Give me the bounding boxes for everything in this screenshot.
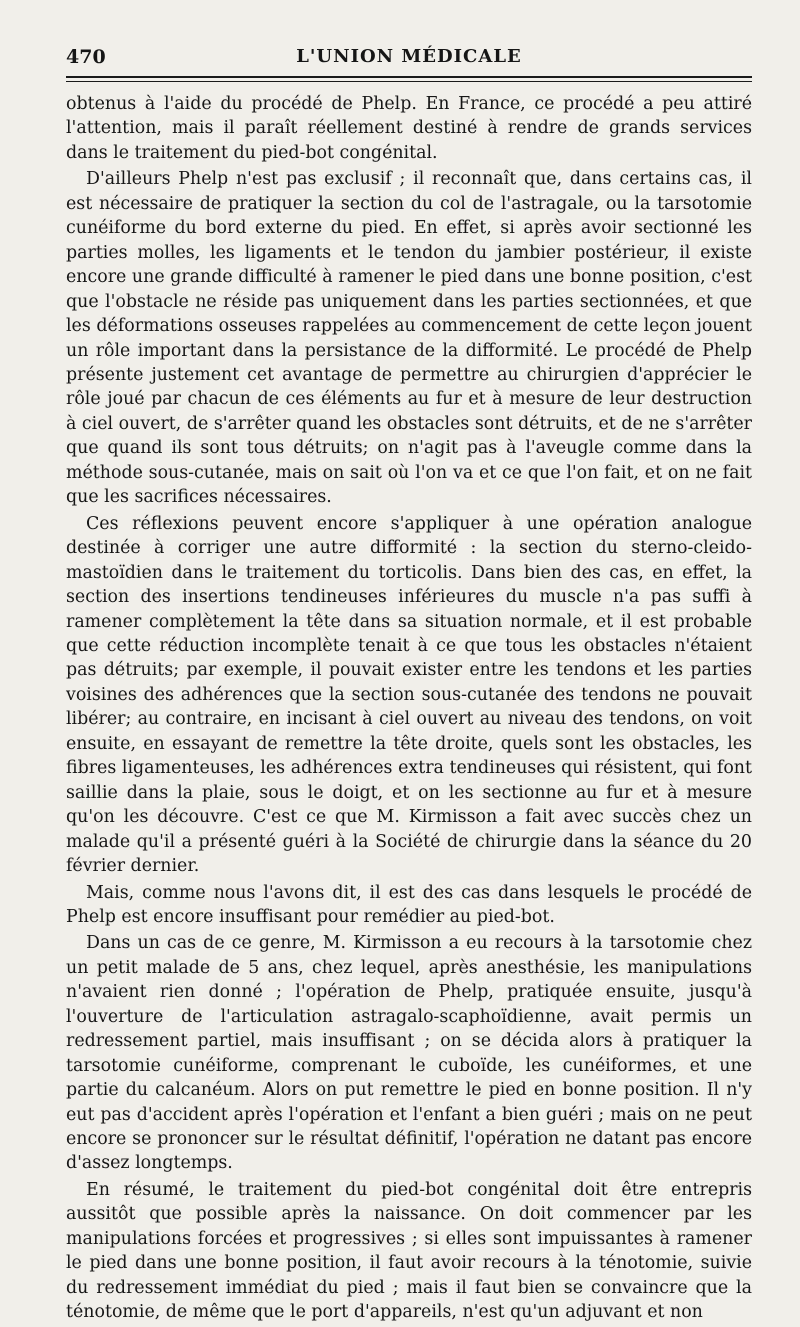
header-rule-thick — [66, 76, 752, 78]
article-body — [66, 92, 752, 1325]
paragraph: D'ailleurs Phelp n'est pas exclusif ; il reconnaît que, dans certains cas, il est nécessaire de pratiquer la section du col de l'astragale, ou la tarsotomie cunéiforme du bord externe du pied. En effet, si après avoir sectionné les parties molles, les ligaments et le tendon du jambier postérieur, il existe encore une grande difficulté à ramener le pied dans une bonne position, c'est que l'obstacle ne réside pas uniquement dans les parties sectionnées, et que les déformations osseuses rappelées au commencement de cette leçon jouent un rôle important dans la persistance de la difformité. Le procédé de Phelp présente justement cet avantage de permettre au chirurgien d'apprécier le rôle joué par chacun de ces éléments au fur et à mesure de leur destruction à ciel ouvert, de s'arrêter quand les obstacles sont détruits, et de ne s'arrêter que quand ils sont tous détruits; on n'agit pas à l'aveugle comme dans la méthode sous-cutanée, mais on sait où l'on va et ce que l'on fait, et on ne fait que les sacrifices nécessaires. — [66, 169, 752, 508]
paragraph: En résumé, le traitement du pied-bot congénital doit être entrepris aussitôt que possible après la naissance. On doit commencer par les manipulations forcées et progressives ; si elles sont impuissantes à ramener le pied dans une bonne position, il faut avoir recours à la ténotomie, suivie du redressement immédiat du pied ; mais il faut bien se convaincre que la ténotomie, de même que le port d'appareils, n'est qu'un adjuvant et non — [66, 1179, 752, 1323]
paragraph: Ces réflexions peuvent encore s'appliquer à une opération analogue destinée à corriger une autre difformité : la section du sterno-cleido-mastoïdien dans le traitement du torticolis. Dans bien des cas, en effet, la section des insertions tendineuses inférieures du muscle n'a pas suffi à ramener complètement la tête dans sa situation normale, et il est probable que cette réduction incomplète tenait à ce que tous les obstacles n'étaient pas détruits; par exemple, il pouvait exister entre les tendons et les parties voisines des adhérences que la section sous-cutanée des tendons ne pouvait libérer; au contraire, en incisant à ciel ouvert au niveau des tendons, on voit ensuite, en essayant de remettre la tête droite, quels sont les obstacles, les fibres ligamenteuses, les adhérences extra tendineuses qui résistent, qui font saillie dans la plaie, sous le doigt, et on les sectionne au fur et à mesure qu'on les découvre. C'est ce que M. Kirmisson a fait avec succès chez un malade qu'il a présenté guéri à la Société de chirurgie dans la séance du 20 février dernier. — [66, 513, 752, 877]
paragraph: Mais, comme nous l'avons dit, il est des cas dans lesquels le procédé de Phelp est encore insuffisant pour remédier au pied-bot. — [66, 882, 752, 927]
header-rule-thin — [66, 81, 752, 82]
page-header — [66, 40, 752, 80]
running-title: L'UNION MÉDICALE — [296, 46, 522, 67]
page-number: 470 — [66, 46, 106, 68]
paragraph-continuation: obtenus à l'aide du procédé de Phelp. En France, ce procédé a peu attiré l'attention, mais il paraît réellement destiné à rendre de grands services dans le traitement du pied-bot congénital. — [66, 94, 752, 163]
paragraph: Dans un cas de ce genre, M. Kirmisson a eu recours à la tarsotomie chez un petit malade de 5 ans, chez lequel, après anesthésie, les manipulations n'avaient rien donné ; l'opération de Phelp, pratiquée ensuite, jusqu'à l'ouverture de l'articulation astragalo-scaphoïdienne, avait permis un redressement partiel, mais insuffisant ; on se décida alors à pratiquer la tarsotomie cunéiforme, comprenant le cuboïde, les cunéiformes, et une partie du calcanéum. Alors on put remettre le pied en bonne position. Il n'y eut pas d'accident après l'opération et l'enfant a bien guéri ; mais on ne peut encore se prononcer sur le résultat définitif, l'opération ne datant pas encore d'assez longtemps. — [66, 933, 752, 1174]
